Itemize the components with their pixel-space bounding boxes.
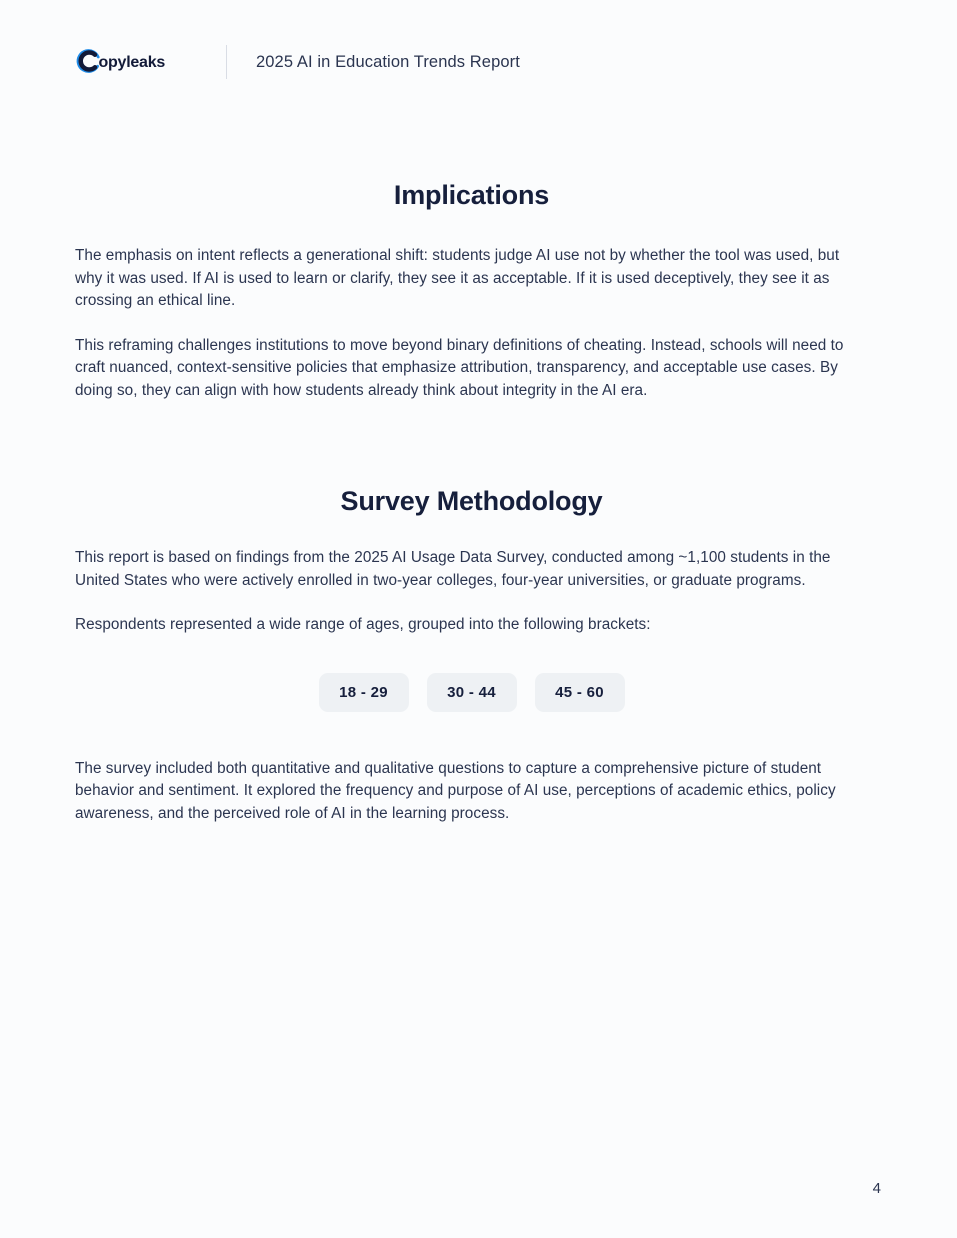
age-bracket-pill-30-44[interactable]: 30 - 44: [427, 673, 517, 712]
copyleaks-logo-icon: [75, 46, 205, 78]
age-bracket-pill-45-60[interactable]: 45 - 60: [535, 673, 625, 712]
report-title: 2025 AI in Education Trends Report: [256, 52, 520, 71]
section-heading-implications: Implications: [393, 180, 550, 210]
paragraph-methodology-2: Respondents represented a wide range of ages, grouped into the following brackets:: [75, 616, 651, 633]
age-bracket-pill-18-29[interactable]: 18 - 29: [319, 673, 409, 712]
svg-text:opyleaks: opyleaks: [98, 54, 165, 71]
page-number: 4: [872, 1180, 881, 1197]
paragraph-methodology-1: This report is based on findings from the 2025 AI Usage Data Survey, conducted among ~1,100 students in the United States who were actively enrolled in two-year colleges, four-year universities, or graduate programs.: [75, 549, 831, 589]
document-body: [75, 180, 868, 825]
page-header: [75, 42, 882, 82]
paragraph-implications-2: This reframing challenges institutions to move beyond binary definitions of cheating. Instead, schools will need to craft nuanced, context-sensitive policies that emphasize attribution, transparency, and acceptable use cases. By doing so, they can align with how students already think about integrity in the AI era.: [75, 336, 844, 399]
copyleaks-logo[interactable]: [75, 45, 205, 79]
page-footer: [0, 1180, 881, 1198]
header-divider: [226, 45, 227, 79]
paragraph-implications-1: The emphasis on intent reflects a generational shift: students judge AI use not by whether the tool was used, but why it was used. If AI is used to learn or clarify, they see it as acceptable. If it is used deceptively, they see it as crossing an ethical line.: [75, 247, 840, 309]
section-heading-survey-methodology: Survey Methodology: [340, 486, 603, 516]
age-bracket-list: [75, 673, 868, 712]
paragraph-methodology-3: The survey included both quantitative and qualitative questions to capture a comprehensive picture of student behavior and sentiment. It explored the frequency and purpose of AI use, perceptions of academic ethics, policy awareness, and the perceived role of AI in the learning process.: [75, 759, 836, 822]
